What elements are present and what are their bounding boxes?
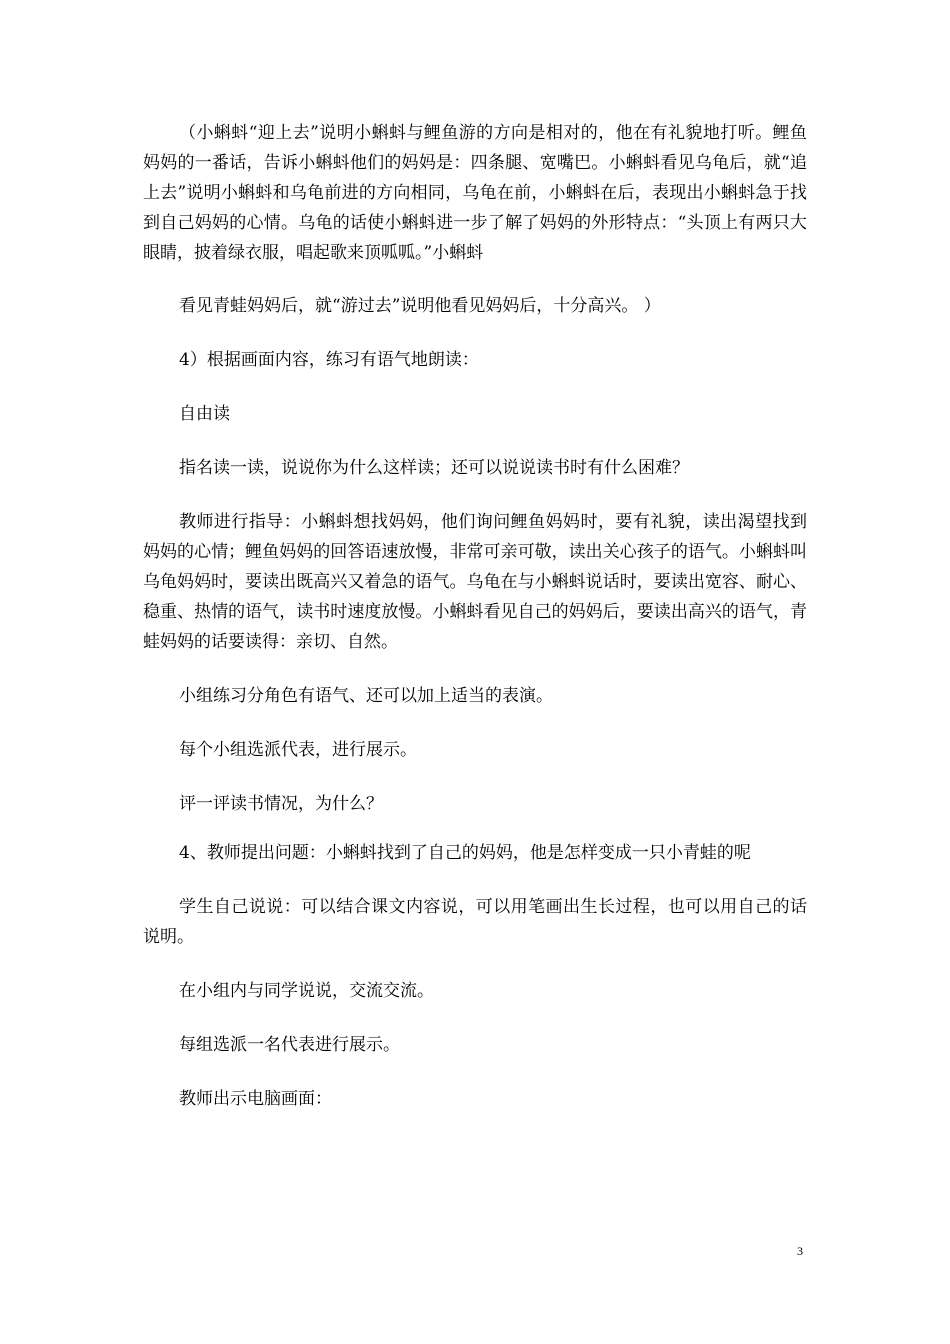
paragraph-step-4-heading: 4）根据画面内容，练习有语气地朗读：: [179, 350, 479, 370]
paragraph-teacher-guidance: 教师进行指导：小蝌蚪想找妈妈，他们询问鲤鱼妈妈时，要有礼貌，读出渴望找到妈妈的心情；鲤鱼妈妈的回答语速放慢，非常可亲可敬，读出关心孩子的语气。小蝌蚪叫乌龟妈妈时，要读出既高兴又着急的语气。乌龟在与小蝌蚪说话时，要读出宽容、耐心、稳重、热情的语气，读书时速度放慢。小蝌蚪看见自己的妈妈后，要读出高兴的语气，青蛙妈妈的话要读得：亲切、自然。: [143, 512, 807, 652]
page-number: 3: [797, 1244, 803, 1258]
paragraph-group-discussion: 在小组内与同学说说，交流交流。: [179, 981, 434, 1001]
paragraph-evaluation: 评一评读书情况，为什么？: [179, 794, 383, 814]
paragraph-student-explain: 学生自己说说：可以结合课文内容说，可以用笔画出生长过程，也可以用自己的话说明。: [143, 897, 807, 947]
paragraph-group-practice: 小组练习分角色有语气、还可以加上适当的表演。: [179, 686, 553, 706]
paragraph-teacher-question: 4、教师提出问题：小蝌蚪找到了自己的妈妈，他是怎样变成一只小青蛙的呢: [179, 843, 751, 863]
paragraph-free-reading: 自由读: [179, 404, 230, 424]
paragraph-explanation-end: 看见青蛙妈妈后，就“游过去”说明他看见妈妈后，十分高兴。 ）: [179, 296, 661, 316]
paragraph-named-reading: 指名读一读，说说你为什么这样读；还可以说说读书时有什么困难？: [179, 458, 689, 478]
paragraph-group-showcase: 每个小组选派代表，进行展示。: [179, 740, 417, 760]
document-body: [143, 118, 807, 1114]
paragraph-explanation: （小蝌蚪“迎上去”说明小蝌蚪与鲤鱼游的方向是相对的，他在有礼貌地打听。鲤鱼妈妈的一番话，告诉小蝌蚪他们的妈妈是：四条腿、宽嘴巴。小蝌蚪看见乌龟后，就“追上去”说明小蝌蚪和乌龟前进的方向相同，乌龟在前，小蝌蚪在后，表现出小蝌蚪急于找到自己妈妈的心情。乌龟的话使小蝌蚪进一步了解了妈妈的外形特点：“头顶上有两只大眼睛，披着绿衣服，唱起歌来顶呱呱。”小蝌蚪: [143, 123, 807, 263]
paragraph-representative: 每组选派一名代表进行展示。: [179, 1035, 400, 1055]
paragraph-computer-screen: 教师出示电脑画面：: [179, 1089, 332, 1109]
